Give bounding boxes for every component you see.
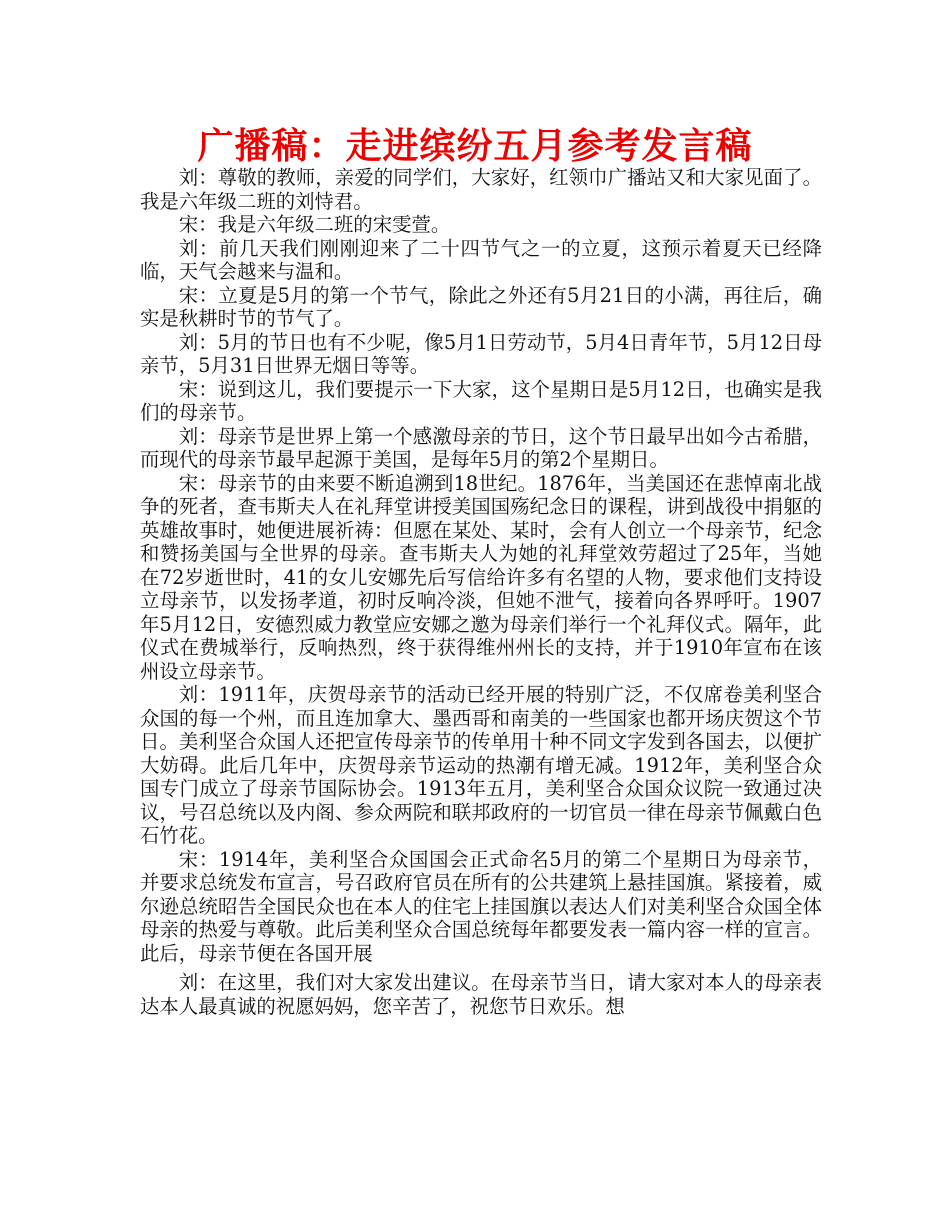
paragraph-3: 刘：前几天我们刚刚迎来了二十四节气之一的立夏，这预示着夏天已经降临，天气会越来与温和。 <box>140 236 822 283</box>
paragraph-7: 刘：母亲节是世界上第一个感激母亲的节日，这个节日最早出如今古希腊，而现代的母亲节最早起源于美国，是每年5月的第2个星期日。 <box>140 424 822 471</box>
paragraph-8: 宋：母亲节的由来要不断追溯到18世纪。1876年，当美国还在悲悼南北战争的死者，查韦斯夫人在礼拜堂讲授美国国殇纪念日的课程，讲到战役中捐躯的英雄故事时，她便进展祈祷：但愿在某处、某时，会有人创立一个母亲节，纪念和赞扬美国与全世界的母亲。查韦斯夫人为她的礼拜堂效劳超过了25年，当她在72岁逝世时，41的女儿安娜先后写信给许多有名望的人物，要求他们支持设立母亲节，以发扬孝道，初时反响冷淡，但她不泄气，接着向各界呼吁。1907年5月12日，安德烈威力教堂应安娜之邀为母亲们举行一个礼拜仪式。隔年，此仪式在费城举行，反响热烈，终于获得维州州长的支持，并于1910年宣布在该州设立母亲节。 <box>140 471 822 683</box>
document-body <box>140 166 822 1018</box>
paragraph-1: 刘：尊敬的教师，亲爱的同学们，大家好，红领巾广播站又和大家见面了。我是六年级二班的刘恃君。 <box>140 166 822 213</box>
paragraph-9: 刘：1911年，庆贺母亲节的活动已经开展的特别广泛，不仅席卷美利坚合众国的每一个州，而且连加拿大、墨西哥和南美的一些国家也都开场庆贺这个节日。美利坚合众国人还把宣传母亲节的传单用十种不同文字发到各国去，以便扩大妨碍。此后几年中，庆贺母亲节运动的热潮有增无减。1912年，美利坚合众国专门成立了母亲节国际协会。1913年五月，美利坚合众国众议院一致通过决议，号召总统以及内阁、参众两院和联邦政府的一切官员一律在母亲节佩戴白色石竹花。 <box>140 683 822 847</box>
paragraph-11: 刘：在这里，我们对大家发出建议。在母亲节当日，请大家对本人的母亲表达本人最真诚的祝愿妈妈，您辛苦了，祝您节日欢乐。想 <box>140 971 822 1018</box>
paragraph-10: 宋：1914年，美利坚合众国国会正式命名5月的第二个星期日为母亲节，并要求总统发布宣言，号召政府官员在所有的公共建筑上悬挂国旗。紧接着，威尔逊总统昭告全国民众也在本人的住宅上挂国旗以表达人们对美利坚合众国全体母亲的热爱与尊敬。此后美利坚众合国总统每年都要发表一篇内容一样的宣言。此后，母亲节便在各国开展 <box>140 847 822 965</box>
paragraph-2: 宋：我是六年级二班的宋雯萱。 <box>178 213 451 236</box>
paragraph-4: 宋：立夏是5月的第一个节气，除此之外还有5月21日的小满，再往后，确实是秋耕时节的节气了。 <box>140 283 822 330</box>
page-title: 广播稿：走进缤纷五月参考发言稿 <box>197 126 753 167</box>
paragraph-6: 宋：说到这儿，我们要提示一下大家，这个星期日是5月12日，也确实是我们的母亲节。 <box>140 377 822 424</box>
paragraph-5: 刘：5月的节日也有不少呢，像5月1日劳动节，5月4日青年节，5月12日母亲节，5月31日世界无烟日等等。 <box>140 330 822 377</box>
